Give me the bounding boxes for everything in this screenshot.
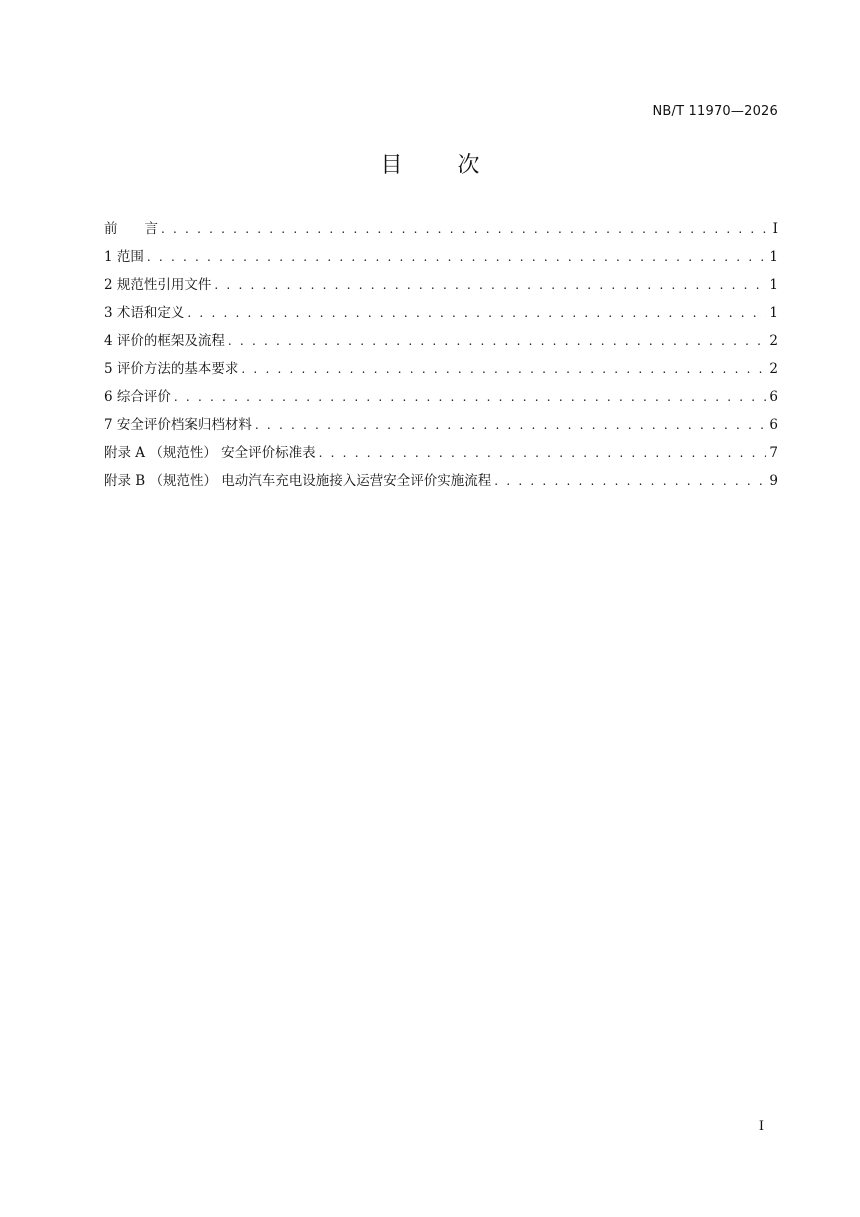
toc-entry-label: 2 规范性引用文件 [104,277,212,293]
toc-leader-dots [241,358,766,380]
toc-entry-terms-definitions[interactable] [104,302,778,330]
toc-entry-label: 3 术语和定义 [104,305,185,321]
toc-entry-label: 附录 A （规范性） 安全评价标准表 [104,445,316,461]
toc-entry-label: 5 评价方法的基本要求 [104,361,239,377]
toc-entry-method-requirements[interactable] [104,358,778,386]
toc-entry-page: 6 [769,389,778,405]
toc-entry-page: 2 [769,361,778,377]
toc-entry-page: 2 [769,333,778,349]
toc-title: 目 次 [380,153,504,178]
toc-leader-dots [187,302,766,324]
toc-leader-dots [174,386,767,408]
toc-entry-framework-process[interactable] [104,330,778,358]
toc-entry-page: 1 [769,305,778,321]
toc-entry-page: 1 [769,277,778,293]
toc-entry-label: 6 综合评价 [104,389,171,405]
toc-entry-label: 附录 B （规范性） 电动汽车充电设施接入运营安全评价实施流程 [104,473,492,489]
table-of-contents [104,218,778,498]
toc-entry-page: 9 [769,473,778,489]
page-number: I [758,1119,764,1134]
toc-entry-page: 7 [769,445,778,461]
toc-entry-foreword[interactable] [104,218,778,246]
toc-leader-dots [147,246,767,268]
toc-entry-appendix-a[interactable] [104,442,778,470]
toc-entry-page: I [772,221,778,237]
toc-entry-scope[interactable] [104,246,778,274]
toc-leader-dots [161,218,770,240]
toc-leader-dots [319,442,767,464]
toc-entry-comprehensive-evaluation[interactable] [104,386,778,414]
toc-entry-page: 1 [769,249,778,265]
toc-entry-label: 7 安全评价档案归档材料 [104,417,252,433]
toc-leader-dots [255,414,767,436]
toc-leader-dots [228,330,767,352]
toc-entry-label: 4 评价的框架及流程 [104,333,225,349]
toc-entry-label: 1 范围 [104,249,144,265]
toc-entry-appendix-b[interactable] [104,470,778,498]
toc-leader-dots [214,274,766,296]
toc-entry-archive-materials[interactable] [104,414,778,442]
toc-leader-dots [494,470,766,492]
toc-entry-label: 前 言 [104,221,158,237]
toc-entry-normative-references[interactable] [104,274,778,302]
toc-entry-page: 6 [769,417,778,433]
standard-code: NB/T 11970—2026 [652,104,778,119]
